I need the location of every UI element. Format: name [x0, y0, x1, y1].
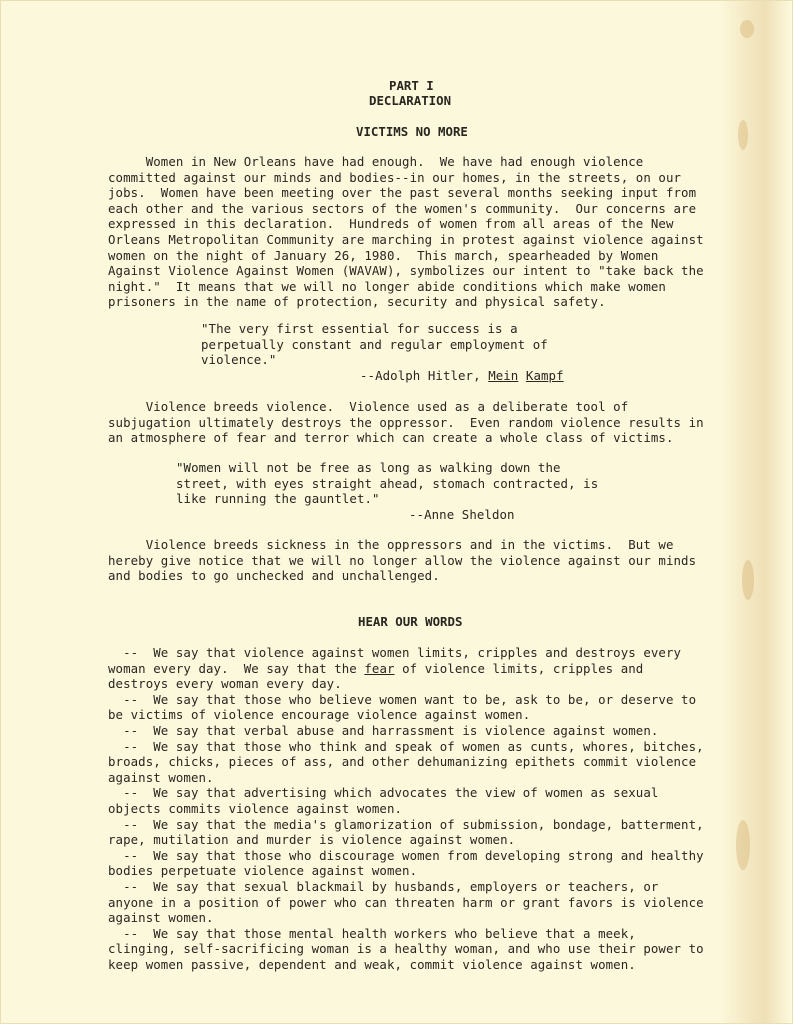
book-title-word: Kampf — [525, 368, 564, 383]
text-line: jobs. Women have been meeting over the past several months seeking input from — [108, 185, 697, 201]
paper-stain — [740, 20, 754, 38]
words-line: -- We say that violence against women limits, cripples and destroys every — [108, 645, 682, 660]
section-title-words: HEAR OUR WORDS — [358, 614, 463, 629]
part-heading: PART I — [389, 78, 434, 93]
words-line: against women. — [108, 910, 214, 926]
text-line: women on the night of January 26, 1980. This march, spearheaded by Women — [108, 247, 659, 263]
words-line — [108, 661, 643, 677]
text-line: hereby give notice that we will no longer allow the violence against our minds — [108, 552, 697, 568]
words-line: clinging, self-sacrificing woman is a healthy woman, and who use their power to — [108, 941, 704, 957]
words-line: -- We say that those who discourage women from developing strong and healthy — [108, 847, 704, 863]
quote-line: street, with eyes straight ahead, stomach contracted, is — [176, 475, 599, 491]
hitler-quote — [201, 321, 548, 368]
text-line: Violence breeds violence. Violence used as a deliberate tool of — [108, 399, 629, 414]
words-line: destroys every woman every day. — [108, 676, 342, 692]
sheldon-quote — [176, 460, 598, 507]
paper-stain — [736, 820, 750, 870]
words-text: woman every day. We say that the — [108, 660, 365, 676]
words-line: -- We say that sexual blackmail by husbands, employers or teachers, or — [108, 878, 659, 894]
words-line: -- We say that those who think and speak of women as cunts, whores, bitches, — [108, 738, 704, 754]
declaration-heading: DECLARATION — [369, 93, 452, 108]
words-line: -- We say that those mental health workers who believe that a meek, — [108, 925, 636, 941]
sheldon-attribution: --Anne Sheldon — [409, 507, 515, 522]
text-line: each other and the various sectors of the women's community. Our concerns are — [108, 200, 697, 216]
text-line: night." It means that we will no longer abide conditions which make women — [108, 278, 666, 294]
words-line: be victims of violence encourage violence against women. — [108, 707, 531, 723]
text-line: an atmosphere of fear and terror which can create a whole class of victims. — [108, 430, 674, 446]
text-line: Against Violence Against Women (WAVAW), symbolizes our intent to "take back the — [108, 263, 704, 279]
text-line: prisoners in the name of protection, security and physical safety. — [108, 294, 606, 310]
intro-paragraph — [108, 154, 704, 310]
text-line: committed against our minds and bodies--in our homes, in the streets, on our — [108, 169, 682, 185]
words-text: of violence limits, cripples and — [394, 660, 644, 676]
book-title-word: Mein — [488, 368, 519, 383]
hitler-attribution — [360, 368, 564, 384]
quote-line: violence." — [201, 352, 277, 368]
violence-paragraph — [108, 399, 704, 446]
section-title-victims: VICTIMS NO MORE — [356, 124, 468, 139]
quote-line: like running the gauntlet." — [176, 491, 380, 507]
words-line: keep women passive, dependent and weak, commit violence against women. — [108, 956, 636, 972]
paper-stain — [742, 560, 754, 600]
words-line: anyone in a position of power who can threaten harm or grant favors is violence — [108, 894, 704, 910]
words-line: objects commits violence against women. — [108, 800, 403, 816]
words-line: -- We say that advertising which advocates the view of women as sexual — [108, 785, 659, 801]
words-line: -- We say that those who believe women want to be, ask to be, or deserve to — [108, 691, 697, 707]
paper-stain — [738, 120, 748, 150]
words-line: rape, mutilation and murder is violence against women. — [108, 832, 516, 848]
words-line: bodies perpetuate violence against women. — [108, 863, 418, 879]
text-line: and bodies to go unchecked and unchallenged. — [108, 568, 440, 584]
hear-our-words-list — [108, 676, 704, 972]
text-line: Violence breeds sickness in the oppressors and in the victims. But we — [108, 537, 674, 552]
text-line: Orleans Metropolitan Community are marching in protest against violence against — [108, 231, 704, 247]
text-line: expressed in this declaration. Hundreds of women from all areas of the New — [108, 216, 674, 232]
words-line: -- We say that the media's glamorization of submission, bondage, batterment, — [108, 816, 704, 832]
words-line: broads, chicks, pieces of ass, and other dehumanizing epithets commit violence — [108, 754, 697, 770]
quote-line: perpetually constant and regular employment of — [201, 336, 548, 352]
emphasized-word: fear — [364, 660, 395, 676]
text-line: Women in New Orleans have had enough. We have had enough violence — [108, 154, 644, 169]
notice-paragraph — [108, 537, 696, 584]
quote-line: "The very first essential for success is a — [201, 321, 518, 336]
attribution-text: --Adolph Hitler, — [360, 368, 489, 383]
words-line: against women. — [108, 769, 214, 785]
words-line: -- We say that verbal abuse and harrassment is violence against women. — [108, 722, 659, 738]
text-line: subjugation ultimately destroys the oppressor. Even random violence results in — [108, 414, 704, 430]
quote-line: "Women will not be free as long as walking down the — [176, 460, 561, 475]
